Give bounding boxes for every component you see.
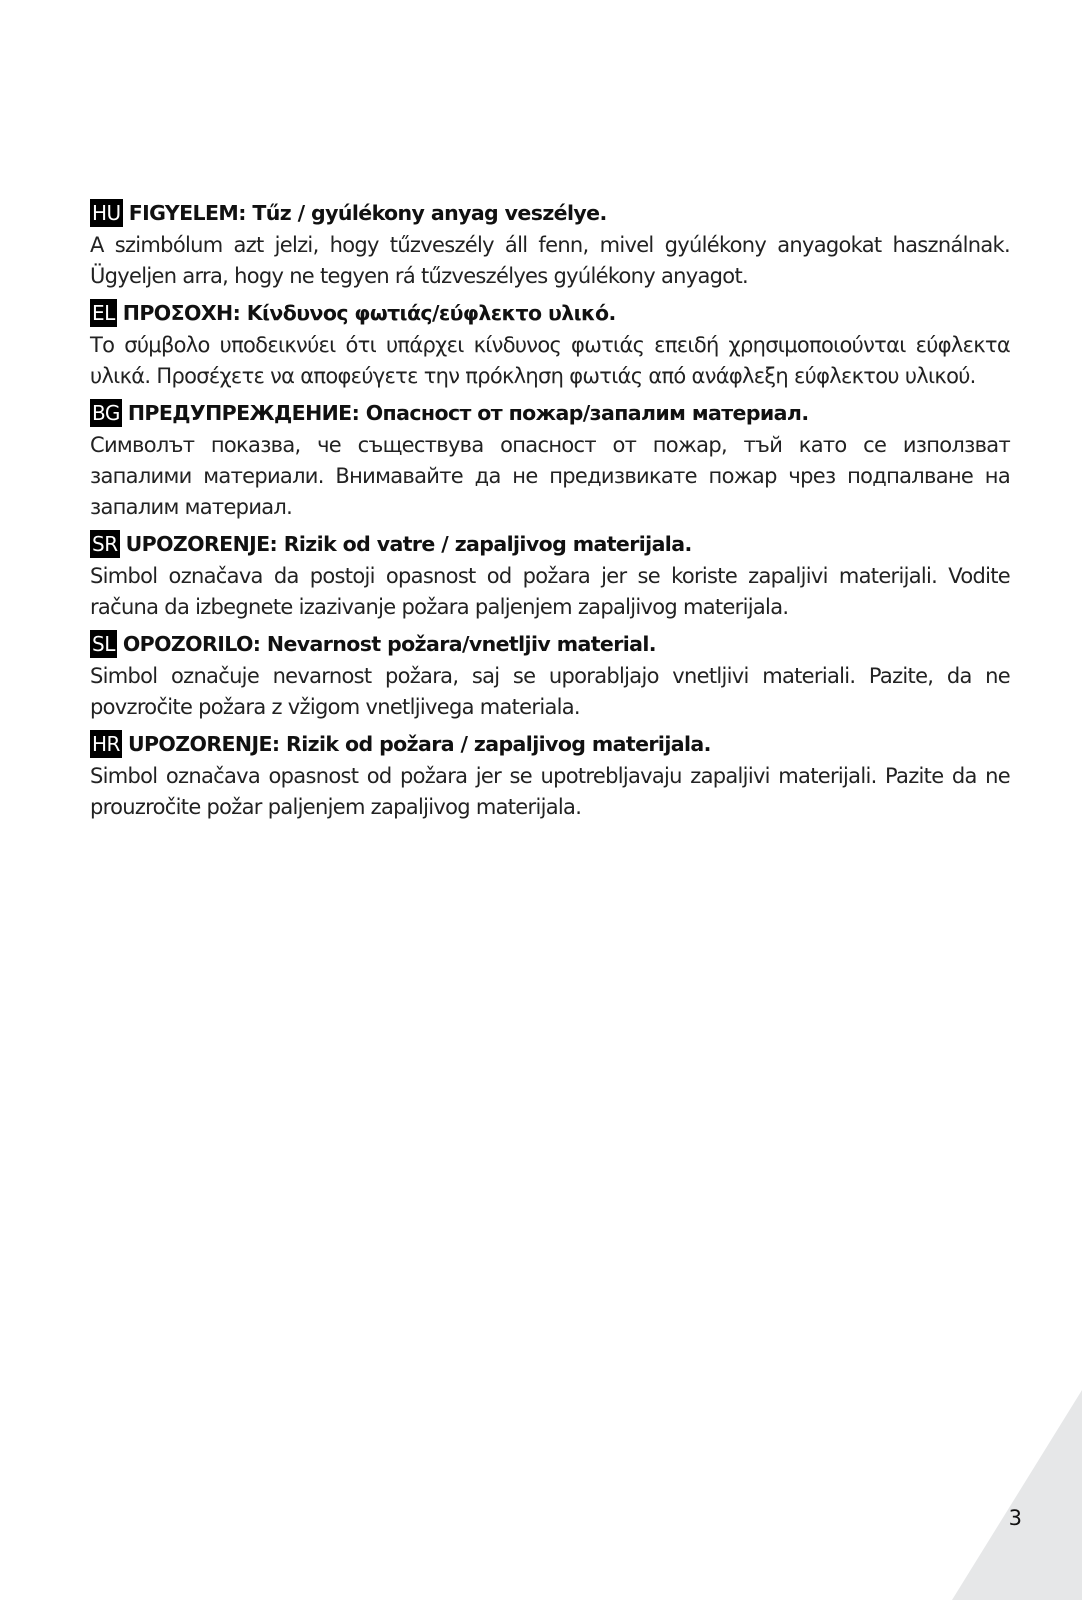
section-heading — [90, 529, 1010, 559]
section-heading — [90, 729, 1010, 759]
section-title: ΠΡΟΣΟΧΗ: Κίνδυνος φωτιάς/εύφλεκτο υλικό. — [122, 301, 616, 325]
page-number: 3 — [1008, 1506, 1022, 1530]
corner-triangle-shape — [952, 1390, 1082, 1600]
section-hr — [90, 729, 1010, 823]
section-bg — [90, 398, 1010, 523]
section-body: Символът показва, че съществува опасност от пожар, тъй като се използват запалими материали. Внимавайте да не предизвикате пожар чрез подпалване на запалим материал. — [90, 433, 1010, 519]
language-badge: SR — [92, 532, 118, 556]
section-body: Το σύμβολο υποδεικνύει ότι υπάρχει κίνδυνος φωτιάς επειδή χρησιμοποιούνται εύφλεκτα υλικά. Προσέχετε να αποφεύγετε την πρόκληση φωτιάς από ανάφλεξη εύφλεκτου υλικού. — [90, 333, 1010, 388]
warning-sections — [90, 198, 1010, 829]
section-title: UPOZORENJE: Rizik od požara / zapaljivog materijala. — [127, 732, 711, 756]
language-badge: HU — [92, 201, 121, 225]
section-title: ПРЕДУПРЕЖДЕНИЕ: Опасност от пожар/запалим материал. — [127, 401, 809, 425]
section-el — [90, 298, 1010, 392]
corner-triangle-decoration — [952, 1390, 1082, 1600]
section-heading — [90, 629, 1010, 659]
section-heading — [90, 198, 1010, 228]
section-sl — [90, 629, 1010, 723]
section-hu — [90, 198, 1010, 292]
section-body: Simbol označuje nevarnost požara, saj se uporabljajo vnetljivi materiali. Pazite, da ne povzročite požara z vžigom vnetljivega materiala. — [90, 664, 1010, 719]
section-heading — [90, 398, 1010, 428]
language-badge: SL — [92, 632, 115, 656]
section-sr — [90, 529, 1010, 623]
language-badge: BG — [92, 401, 120, 425]
section-title: FIGYELEM: Tűz / gyúlékony anyag veszélye. — [128, 201, 607, 225]
section-body: A szimbólum azt jelzi, hogy tűzveszély áll fenn, mivel gyúlékony anyagokat használnak. Ügyeljen arra, hogy ne tegyen rá tűzveszélyes gyúlékony anyagot. — [90, 233, 1010, 288]
language-badge: HR — [92, 732, 120, 756]
section-title: UPOZORENJE: Rizik od vatre / zapaljivog materijala. — [125, 532, 692, 556]
section-body: Simbol označava da postoji opasnost od požara jer se koriste zapaljivi materijali. Vodite računa da izbegnete izazivanje požara paljenjem zapaljivog materijala. — [90, 564, 1010, 619]
section-body: Simbol označava opasnost od požara jer se upotrebljavaju zapaljivi materijali. Pazite da ne prouzročite požar paljenjem zapaljivog materijala. — [90, 764, 1010, 819]
section-title: OPOZORILO: Nevarnost požara/vnetljiv material. — [122, 632, 656, 656]
language-badge: EL — [92, 301, 115, 325]
section-heading — [90, 298, 1010, 328]
